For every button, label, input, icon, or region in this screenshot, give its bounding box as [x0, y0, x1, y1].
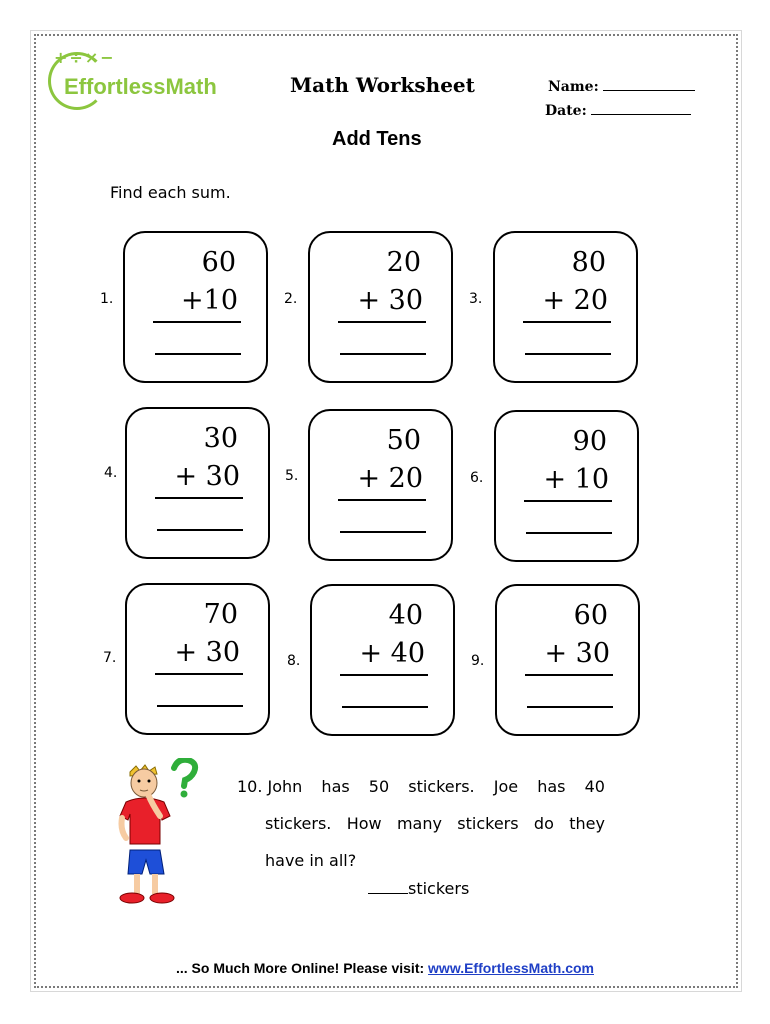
sum-rule [338, 499, 426, 501]
stickers-answer-blank [368, 879, 408, 894]
problem-box [493, 231, 638, 383]
problem-box [125, 583, 270, 735]
word: 10. John [237, 777, 303, 796]
word: How [346, 814, 382, 833]
footer [0, 960, 770, 976]
thinking-boy-illustration [112, 758, 217, 908]
problem-addend: + 30 [544, 638, 610, 669]
stickers-label: stickers [408, 879, 470, 898]
problem-box [123, 231, 268, 383]
effortless-math-logo [44, 48, 254, 108]
word-problem-line-3: have in all? [265, 851, 357, 870]
date-field [545, 102, 691, 119]
problem-number: 9. [471, 653, 485, 669]
problem-number: 7. [103, 650, 117, 666]
stickers-answer [368, 879, 469, 898]
problem-addend: + 40 [359, 638, 425, 669]
answer-blank [155, 353, 241, 355]
word: do [533, 814, 554, 833]
question-mark-icon [174, 760, 195, 786]
problem-box [495, 584, 640, 736]
name-field [548, 78, 695, 95]
problem-number: 2. [284, 291, 298, 307]
sum-rule [525, 674, 613, 676]
problem-top-number: 50 [386, 425, 421, 456]
problem-top-number: 40 [388, 600, 423, 631]
problem-box [308, 231, 453, 383]
head-icon [131, 769, 157, 797]
sum-rule [155, 673, 243, 675]
problem-addend: + 30 [357, 285, 423, 316]
problem-top-number: 80 [571, 247, 606, 278]
date-label: Date: [545, 103, 587, 119]
problem-top-number: 60 [201, 247, 236, 278]
worksheet-subtitle: Add Tens [332, 128, 422, 150]
answer-blank [526, 532, 612, 534]
problem-box [310, 584, 455, 736]
problem-number: 8. [287, 653, 301, 669]
problem-number: 3. [469, 291, 483, 307]
instructions: Find each sum. [110, 183, 231, 202]
answer-blank [157, 529, 243, 531]
problem-box [125, 407, 270, 559]
problem-number: 4. [104, 465, 118, 481]
word-problem-line-2 [237, 805, 605, 842]
problem-top-number: 30 [203, 423, 238, 454]
answer-blank [340, 353, 426, 355]
blue-shorts [128, 850, 164, 874]
problem-top-number: 60 [573, 600, 608, 631]
word: 40 [584, 777, 605, 796]
word: has [321, 777, 350, 796]
answer-blank [525, 353, 611, 355]
word-problem-10 [237, 768, 605, 879]
left-shoe [120, 893, 144, 903]
problem-addend: + 20 [542, 285, 608, 316]
problem-number: 1. [100, 291, 114, 307]
worksheet-title: Math Worksheet [290, 73, 475, 97]
sum-rule [340, 674, 428, 676]
problem-addend: + 30 [174, 637, 240, 668]
answer-blank [527, 706, 613, 708]
sum-rule [523, 321, 611, 323]
name-label: Name: [548, 79, 599, 95]
problem-addend: + 20 [357, 463, 423, 494]
word: they [569, 814, 605, 833]
footer-link[interactable]: www.EffortlessMath.com [428, 960, 594, 976]
problem-top-number: 90 [572, 426, 607, 457]
sum-rule [155, 497, 243, 499]
problem-top-number: 20 [386, 247, 421, 278]
word: many [396, 814, 442, 833]
sum-rule [338, 321, 426, 323]
sum-rule [153, 321, 241, 323]
sum-rule [524, 500, 612, 502]
name-blank-line [603, 78, 695, 91]
problem-box [494, 410, 639, 562]
word: stickers [457, 814, 519, 833]
word: has [537, 777, 566, 796]
answer-blank [340, 531, 426, 533]
problem-addend: + 30 [174, 461, 240, 492]
word: stickers. [408, 777, 475, 796]
footer-text: ... So Much More Online! Please visit: [175, 960, 425, 976]
problem-addend: + 10 [543, 464, 609, 495]
problem-addend: +10 [181, 285, 238, 316]
problem-top-number: 70 [203, 599, 238, 630]
right-shoe [150, 893, 174, 903]
answer-blank [157, 705, 243, 707]
word: stickers. [265, 814, 332, 833]
answer-blank [342, 706, 428, 708]
logo-operators: +÷×− [54, 48, 116, 67]
word: 50 [368, 777, 390, 796]
problem-number: 6. [470, 470, 484, 486]
question-mark-dot [181, 791, 188, 798]
word-problem-line-1 [237, 768, 605, 805]
logo-text: EffortlessMath [64, 74, 217, 99]
problem-number: 5. [285, 468, 299, 484]
word: Joe [493, 777, 519, 796]
problem-box [308, 409, 453, 561]
date-blank-line [591, 102, 691, 115]
